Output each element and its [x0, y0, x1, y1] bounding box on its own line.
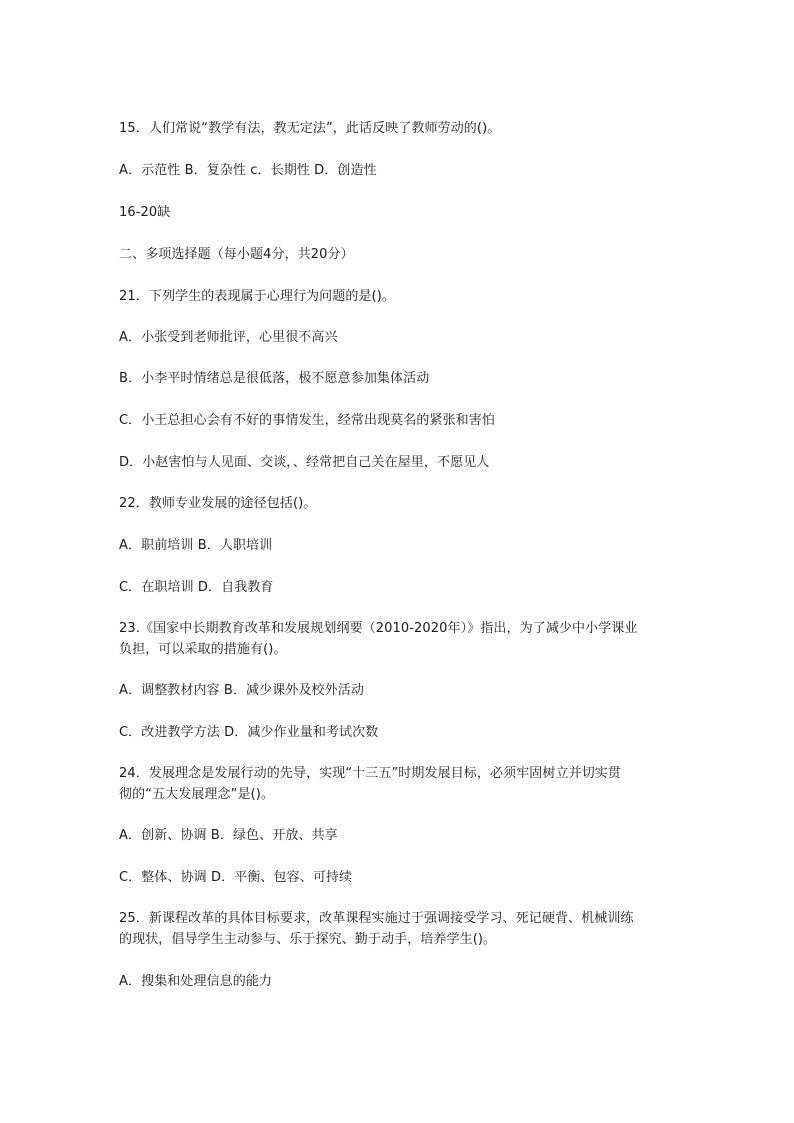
question-25-option-a: A．搜集和处理信息的能力	[119, 974, 273, 989]
question-21-option-b: B．小李平时情绪总是很低落，极不愿意参加集体活动	[119, 371, 430, 386]
question-15-stem: 15．人们常说“教学有法，教无定法”，此话反映了教师劳动的()。	[119, 121, 501, 136]
question-23-options-ab: A．调整教材内容 B．减少课外及校外活动	[119, 683, 364, 698]
question-24-stem-line-1: 24．发展理念是发展行动的先导，实现“十三五”时期发展目标，必须牢固树立并切实贯	[119, 766, 622, 781]
question-22-options-ab: A．职前培训 B．人职培训	[119, 538, 273, 553]
missing-questions-note: 16-20缺	[119, 205, 171, 220]
question-22-options-cd: C．在职培训 D．自我教育	[119, 580, 274, 595]
question-23-stem-line-1: 23.《国家中长期教育改革和发展规划纲要（2010-2020年）》指出，为了减少中小学课业	[119, 621, 638, 636]
question-24-stem-line-2: 彻的“五大发展理念”是()。	[119, 787, 275, 802]
question-15-options: A．示范性 B．复杂性 c．长期性 D．创造性	[119, 163, 377, 178]
question-25-stem-line-2: 的现状，倡导学生主动参与、乐于探究、勤于动手，培养学生()。	[119, 932, 497, 947]
question-21-stem: 21．下列学生的表现属于心理行为问题的是()。	[119, 289, 395, 304]
question-23-options-cd: C．改进教学方法 D．减少作业量和考试次数	[119, 725, 379, 740]
section-heading: 二、多项选择题（每小题4分，共20分）	[119, 247, 354, 262]
question-21-option-d: D．小赵害怕与人见面、交谈，、经常把自己关在屋里，不愿见人	[119, 455, 490, 470]
question-24-options-ab: A．创新、协调 B．绿色、开放、共享	[119, 828, 338, 843]
question-21-option-a: A．小张受到老师批评，心里很不高兴	[119, 330, 338, 345]
question-25-stem-line-1: 25．新课程改革的具体目标要求，改革课程实施过于强调接受学习、死记硬背、机械训练	[119, 911, 634, 926]
question-24-options-cd: C．整体、协调 D．平衡、包容、可持续	[119, 870, 353, 885]
question-22-stem: 22．教师专业发展的途径包括()。	[119, 496, 317, 511]
question-23-stem-line-2: 负担，可以采取的措施有()。	[119, 642, 287, 657]
question-21-option-c: C．小王总担心会有不好的事情发生，经常出现莫名的紧张和害怕	[119, 413, 495, 428]
